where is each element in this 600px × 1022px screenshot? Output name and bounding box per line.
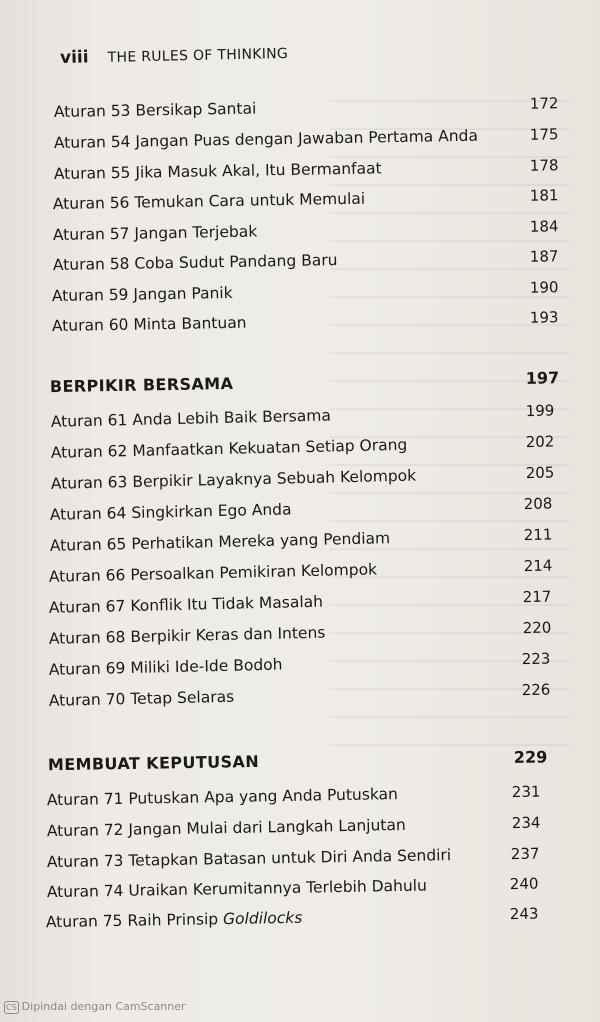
toc-entry-title: Aturan 55 Jika Masuk Akal, Itu Bermanfaat [53,159,382,184]
toc-entry-title: Aturan 73 Tetapkan Batasan untuk Diri Anda Sendiri [46,846,452,872]
section-heading-title: BERPIKIR BERSAMA [49,373,234,397]
toc-entry-title: Aturan 75 Raih Prinsip Goldilocks [45,908,303,932]
scanner-text: Dipindai dengan CamScanner [21,1000,186,1013]
toc-entry-page: 231 [511,782,541,802]
toc-entry-title: Aturan 53 Bersikap Santai [53,99,257,122]
toc-entry-title: Aturan 54 Jangan Puas dengan Jawaban Pertama Anda [53,126,479,153]
section-heading [0,747,600,786]
toc-entry-page: 187 [529,247,559,266]
toc-entry-page: 223 [521,649,551,669]
running-header [60,43,289,68]
toc-entry-title: Aturan 60 Minta Bantuan [51,313,247,336]
toc-entry-title: Aturan 72 Jangan Mulai dari Langkah Lanjutan [46,815,406,841]
toc-entry-page: 208 [523,494,553,514]
toc-entry-title: Aturan 58 Coba Sudut Pandang Baru [52,251,338,275]
toc-entry-page: 234 [511,813,541,833]
toc-entry-page: 172 [529,94,559,113]
section-heading-title: MEMBUAT KEPUTUSAN [47,751,260,775]
toc-entry-page: 220 [522,618,552,638]
italic-term: Goldilocks [222,908,303,929]
toc-entry-title: Aturan 64 Singkirkan Ego Anda [49,500,292,524]
toc-entry-title: Aturan 57 Jangan Terjebak [52,222,258,245]
section-heading-page: 197 [525,368,560,388]
toc-entry-page: 214 [523,556,553,576]
page-number: viii [59,47,89,68]
toc-entry-title: Aturan 69 Miliki Ide-Ide Bodoh [48,655,283,679]
toc-entry-page: 175 [529,125,559,144]
camscanner-icon: CS [6,1002,17,1012]
toc-entry-page: 205 [525,463,555,483]
toc-entry-title: Aturan 70 Tetap Selaras [48,687,235,710]
toc-entry-title: Aturan 67 Konflik Itu Tidak Masalah [48,592,324,617]
toc-entry-title: Aturan 66 Persoalkan Pemikiran Kelompok [48,560,378,586]
toc-entry-page: 217 [522,587,552,607]
toc-entry-page: 243 [509,904,539,924]
toc-entry-title: Aturan 63 Berpikir Layaknya Sebuah Kelompok [50,466,417,493]
toc-entry-title: Aturan 71 Putuskan Apa yang Anda Putuskan [46,785,399,810]
toc-entry-title: Aturan 61 Anda Lebih Baik Bersama [50,406,332,431]
scanner-watermark [4,1000,186,1014]
toc-entry-page: 237 [510,844,540,864]
toc-entry-page: 193 [529,308,559,327]
book-title: THE RULES OF THINKING [107,45,289,66]
toc-entry-title: Aturan 74 Uraikan Kerumitannya Terlebih Dahulu [46,876,428,902]
toc-entry-title: Aturan 65 Perhatikan Mereka yang Pendiam [49,529,391,555]
toc-entry-page: 211 [523,525,553,545]
toc-entry-page: 226 [521,680,551,700]
toc-entry-title: Aturan 62 Manfaatkan Kekuatan Setiap Orang [50,435,408,462]
toc-entry-page: 181 [529,186,559,205]
toc-entry-title: Aturan 59 Jangan Panik [51,283,233,306]
toc-entry-title: Aturan 68 Berpikir Keras dan Intens [48,623,326,648]
toc-entry-page: 202 [525,432,555,452]
section-heading-page: 229 [513,747,548,767]
toc-entry-title: Aturan 56 Temukan Cara untuk Memulai [52,189,366,214]
toc-entry-page: 190 [529,278,559,297]
toc-entry-page: 240 [509,874,539,894]
toc-entry-page: 178 [529,156,559,175]
toc-entry-page: 199 [525,401,555,421]
toc-entry-page: 184 [529,217,559,236]
